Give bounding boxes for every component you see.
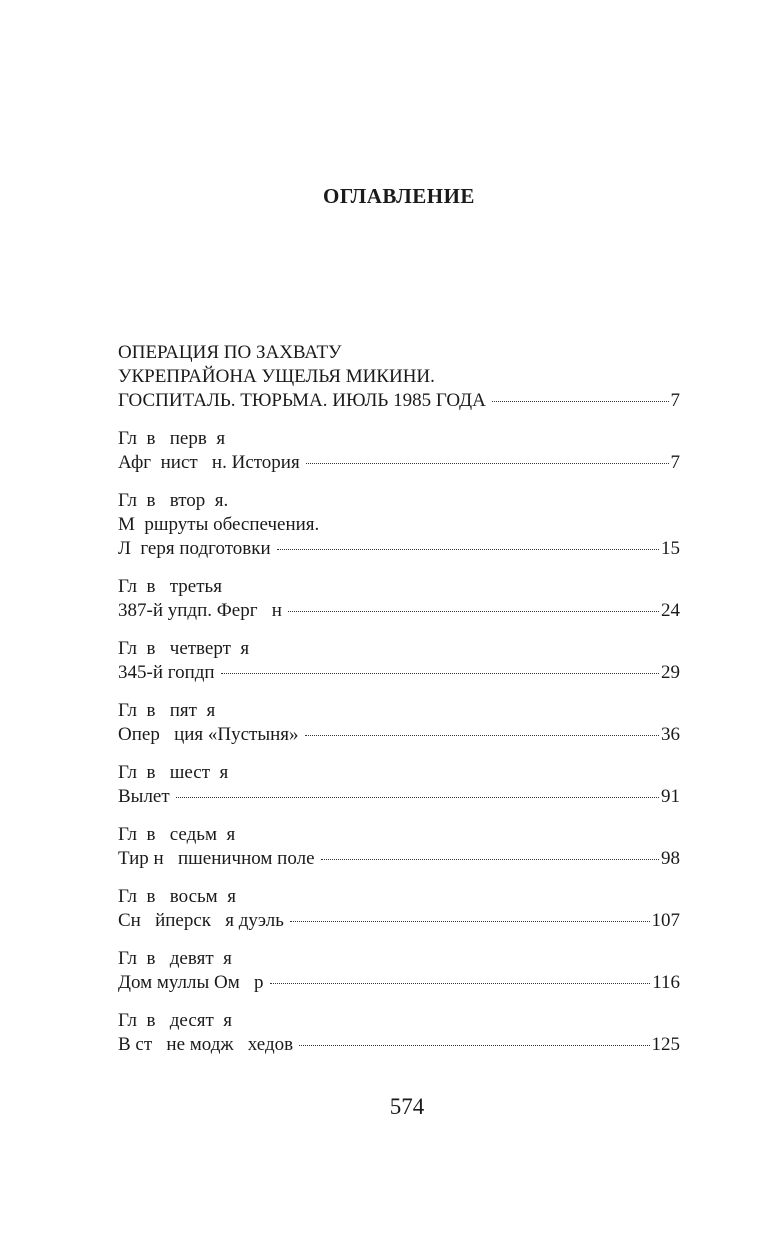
toc-entry bbox=[118, 761, 680, 809]
toc-entry-title-line bbox=[118, 785, 680, 809]
toc-entry-page-number: 29 bbox=[661, 662, 680, 683]
toc-entry-title-line bbox=[118, 909, 680, 933]
toc-entry-title-line bbox=[118, 389, 680, 413]
toc-entry bbox=[118, 947, 680, 995]
toc-entry bbox=[118, 489, 680, 561]
dot-leader bbox=[321, 859, 659, 860]
toc-entry-title: Афг нист н. История bbox=[118, 452, 300, 473]
toc-entry-page-number: 24 bbox=[661, 600, 680, 621]
dot-leader bbox=[277, 549, 659, 550]
toc-entry-title-line bbox=[118, 599, 680, 623]
toc-entry-page-number: 91 bbox=[661, 786, 680, 807]
toc-entry-heading-line: Гл в седьм я bbox=[118, 824, 236, 845]
dot-leader bbox=[288, 611, 659, 612]
toc-entry-title: Вылет bbox=[118, 786, 170, 807]
toc-entry-page-number: 7 bbox=[670, 390, 680, 411]
toc-entry bbox=[118, 575, 680, 623]
toc-entry-page-number: 125 bbox=[651, 1034, 680, 1055]
toc-entry-heading-line: М ршруты обеспечения. bbox=[118, 514, 320, 535]
toc-entry-page-number: 107 bbox=[651, 910, 680, 931]
toc-entry-heading-line: Гл в перв я bbox=[118, 428, 226, 449]
toc-entry-heading-line: Гл в четверт я bbox=[118, 638, 250, 659]
toc-entry-page-number: 116 bbox=[652, 972, 680, 993]
toc-entry-heading-line: Гл в шест я bbox=[118, 762, 229, 783]
toc-entry-title-line bbox=[118, 847, 680, 871]
toc-entry-page-number: 7 bbox=[670, 452, 680, 473]
toc-entry-heading-line: УКРЕПРАЙОНА УЩЕЛЬЯ МИКИНИ. bbox=[118, 366, 435, 387]
toc-entry bbox=[118, 699, 680, 747]
dot-leader bbox=[176, 797, 659, 798]
toc-entry-title-line bbox=[118, 971, 680, 995]
toc-entry bbox=[118, 885, 680, 933]
dot-leader bbox=[299, 1045, 649, 1046]
toc-entry-page-number: 98 bbox=[661, 848, 680, 869]
toc-entry-heading-line: Гл в третья bbox=[118, 576, 222, 597]
toc-entry-heading-line: Гл в пят я bbox=[118, 700, 216, 721]
toc-entry bbox=[118, 1009, 680, 1057]
dot-leader bbox=[306, 463, 669, 464]
toc-entry-title: ГОСПИТАЛЬ. ТЮРЬМА. ИЮЛЬ 1985 ГОДА bbox=[118, 390, 486, 411]
toc-entry-title: Дом муллы Ом р bbox=[118, 972, 264, 993]
toc-entry-page-number: 15 bbox=[661, 538, 680, 559]
dot-leader bbox=[221, 673, 659, 674]
toc-entry-title: В ст не модж хедов bbox=[118, 1034, 294, 1055]
table-of-contents bbox=[118, 341, 680, 1057]
toc-entry-title-line bbox=[118, 1033, 680, 1057]
dot-leader bbox=[305, 735, 659, 736]
dot-leader bbox=[492, 401, 669, 402]
toc-entry-title: Тир н пшеничном поле bbox=[118, 848, 315, 869]
dot-leader bbox=[290, 921, 650, 922]
toc-entry-heading-line: Гл в втор я. bbox=[118, 490, 229, 511]
toc-entry-title-line bbox=[118, 723, 680, 747]
toc-entry-title: 345-й гопдп bbox=[118, 662, 215, 683]
dot-leader bbox=[270, 983, 651, 984]
toc-entry-heading-line: Гл в восьм я bbox=[118, 886, 236, 907]
toc-entry-heading-line: Гл в десят я bbox=[118, 1010, 233, 1031]
toc-entry-page-number: 36 bbox=[661, 724, 680, 745]
toc-entry bbox=[118, 637, 680, 685]
toc-entry-title: Л геря подготовки bbox=[118, 538, 271, 559]
toc-entry-title: Опер ция «Пустыня» bbox=[118, 724, 299, 745]
toc-entry-title: 387-й упдп. Ферг н bbox=[118, 600, 282, 621]
toc-entry bbox=[118, 427, 680, 475]
page-number: 574 bbox=[389, 1094, 425, 1119]
toc-entry-heading-line: Гл в девят я bbox=[118, 948, 232, 969]
toc-entry-title-line bbox=[118, 537, 680, 561]
toc-entry bbox=[118, 823, 680, 871]
toc-entry-title-line bbox=[118, 661, 680, 685]
page-title: ОГЛАВЛЕНИЕ bbox=[323, 184, 475, 208]
toc-entry bbox=[118, 341, 680, 413]
toc-entry-heading-line: ОПЕРАЦИЯ ПО ЗАХВАТУ bbox=[118, 342, 342, 363]
toc-entry-title-line bbox=[118, 451, 680, 475]
toc-entry-title: Сн йперск я дуэль bbox=[118, 910, 284, 931]
